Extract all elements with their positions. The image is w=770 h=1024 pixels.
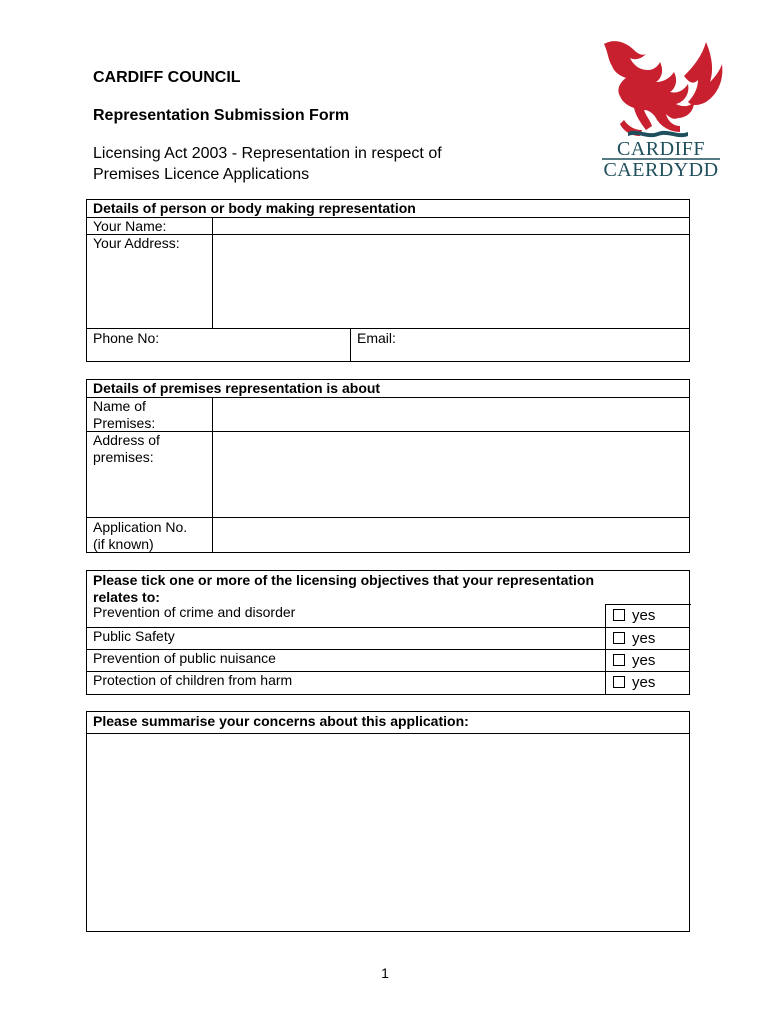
premises-address-row <box>87 431 689 517</box>
premises-name-field[interactable] <box>217 400 687 428</box>
your-name-label: Your Name: <box>93 218 167 234</box>
your-address-field[interactable] <box>217 237 687 325</box>
your-name-field[interactable] <box>217 218 687 234</box>
concerns-table <box>86 711 690 932</box>
application-number-label <box>93 519 187 553</box>
objectives-table <box>86 570 690 695</box>
objectives-heading-row <box>87 571 689 604</box>
objective-checkbox-cell <box>605 650 691 671</box>
divider <box>212 218 213 234</box>
phone-label: Phone No: <box>93 330 160 346</box>
premises-name-row <box>87 397 689 431</box>
form-title: Representation Submission Form <box>93 107 350 124</box>
yes-label: yes <box>632 674 656 691</box>
objective-label: Prevention of public nuisance <box>93 650 276 666</box>
page-number: 1 <box>381 965 389 981</box>
premises-address-field[interactable] <box>217 434 687 514</box>
yes-label: yes <box>632 607 656 624</box>
your-address-label: Your Address: <box>93 235 180 251</box>
objective-row <box>87 604 689 627</box>
council-name: CARDIFF COUNCIL <box>93 69 241 86</box>
email-field[interactable] <box>407 330 687 346</box>
objectives-heading-line1: Please tick one or more of the licensing objectives that your representation <box>93 572 595 588</box>
application-number-label-line1: Application No. <box>93 519 188 535</box>
objective-checkbox[interactable] <box>613 632 625 644</box>
concerns-row <box>87 733 689 931</box>
premises-name-label-line2: Premises: <box>93 415 156 431</box>
divider <box>212 235 213 328</box>
objective-checkbox[interactable] <box>613 654 625 666</box>
objective-label: Protection of children from harm <box>93 672 293 688</box>
divider <box>212 518 213 552</box>
dragon-icon <box>604 41 722 136</box>
premises-address-label <box>93 432 160 466</box>
objectives-heading-line2: relates to: <box>93 589 160 605</box>
objective-row <box>87 671 689 694</box>
objectives-heading <box>93 572 594 606</box>
yes-label: yes <box>632 630 656 647</box>
objective-row <box>87 649 689 671</box>
premises-address-label-line1: Address of <box>93 432 160 448</box>
person-details-heading: Details of person or body making representation <box>93 200 416 216</box>
objective-row <box>87 627 689 649</box>
objective-label: Prevention of crime and disorder <box>93 604 296 620</box>
form-subtitle: Licensing Act 2003 - Representation in respect of Premises Licence Applications <box>93 145 442 183</box>
email-label: Email: <box>357 330 396 346</box>
yes-label: yes <box>632 652 656 669</box>
concerns-field[interactable] <box>93 738 683 926</box>
cardiff-logo <box>594 36 728 178</box>
premises-details-table <box>86 379 690 553</box>
person-details-heading-row <box>87 200 689 217</box>
objective-checkbox-cell <box>605 672 691 694</box>
premises-heading: Details of premises representation is about <box>93 380 381 396</box>
name-row <box>87 217 689 234</box>
concerns-heading-row <box>87 712 689 733</box>
address-row <box>87 234 689 328</box>
contact-row <box>87 328 689 361</box>
premises-name-label-line1: Name of <box>93 398 146 414</box>
objective-checkbox[interactable] <box>613 676 625 688</box>
objective-checkbox[interactable] <box>613 609 625 621</box>
application-number-row <box>87 517 689 552</box>
logo-line2: CAERDYDD <box>603 159 719 178</box>
premises-name-label <box>93 398 155 432</box>
application-number-field[interactable] <box>217 520 687 548</box>
application-number-label-line2: (if known) <box>93 536 154 552</box>
objective-checkbox-cell <box>605 604 691 627</box>
premises-address-label-line2: premises: <box>93 449 154 465</box>
divider <box>212 432 213 517</box>
divider <box>212 398 213 431</box>
objective-label: Public Safety <box>93 628 175 644</box>
person-details-table <box>86 199 690 362</box>
premises-heading-row <box>87 380 689 397</box>
objective-checkbox-cell <box>605 628 691 649</box>
phone-field[interactable] <box>167 330 347 346</box>
logo-line1: CARDIFF <box>617 138 705 160</box>
concerns-heading: Please summarise your concerns about this application: <box>93 713 469 729</box>
divider <box>350 329 351 361</box>
